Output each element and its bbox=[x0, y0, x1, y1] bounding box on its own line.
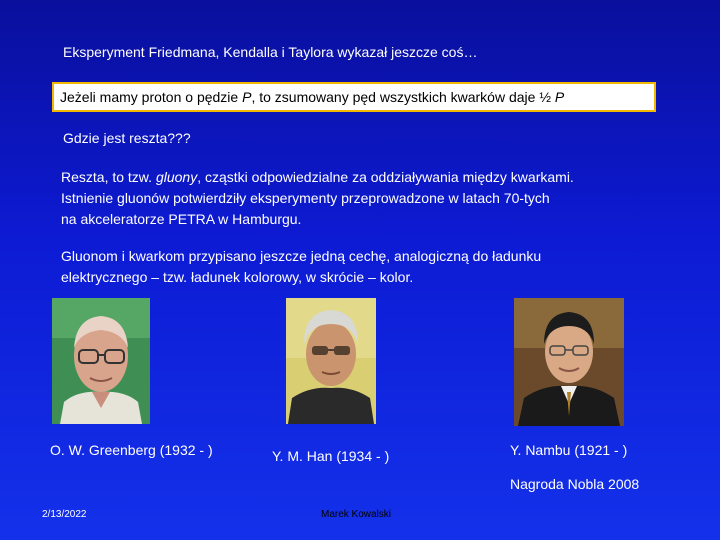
box-text-part1: Jeżeli mamy proton o pędzie bbox=[60, 89, 243, 105]
photo-nambu bbox=[514, 298, 624, 426]
box-text-P1: P bbox=[242, 89, 252, 105]
caption-greenberg: O. W. Greenberg (1932 - ) bbox=[50, 442, 213, 458]
para2-line1: Gluonom i kwarkom przypisano jeszcze jedną cechę, analogiczną do ładunku bbox=[61, 248, 542, 264]
footer-date: 2/13/2022 bbox=[42, 509, 87, 520]
caption-nambu: Y. Nambu (1921 - ) bbox=[510, 442, 628, 458]
question-text: Gdzie jest reszta??? bbox=[63, 130, 191, 146]
para1-line1 bbox=[61, 167, 574, 188]
caption-nobel: Nagroda Nobla 2008 bbox=[510, 476, 640, 492]
portrait-greenberg-image bbox=[52, 298, 150, 424]
paragraph-gluons bbox=[61, 167, 574, 230]
para1-line3: na akceleratorze PETRA w Hamburgu. bbox=[61, 211, 302, 227]
portrait-han-image bbox=[286, 298, 376, 424]
slide-title: Eksperyment Friedmana, Kendalla i Taylora wykazał jeszcze coś… bbox=[63, 44, 478, 60]
para1-line1-a: Reszta, to tzw. bbox=[61, 169, 156, 185]
footer-author: Marek Kowalski bbox=[321, 509, 392, 520]
para1-line1-gluony: gluony bbox=[155, 169, 198, 185]
para2-line2: elektrycznego – tzw. ładunek kolorowy, w skrócie – kolor. bbox=[61, 269, 414, 285]
box-text-part3: , to zsumowany pęd wszystkich kwarków daje ½ bbox=[251, 89, 555, 105]
para1-line1-c: , cząstki odpowiedzialne za oddziaływania między kwarkami. bbox=[197, 169, 574, 185]
box-text-P2: P bbox=[554, 89, 565, 105]
paragraph-color-charge bbox=[61, 246, 541, 288]
photo-greenberg bbox=[52, 298, 150, 424]
highlight-box-text bbox=[60, 88, 564, 106]
photo-han bbox=[286, 298, 376, 424]
caption-han: Y. M. Han (1934 - ) bbox=[272, 448, 390, 464]
portrait-nambu-image bbox=[514, 298, 624, 426]
para1-line2: Istnienie gluonów potwierdziły eksperymenty przeprowadzone w latach 70-tych bbox=[61, 190, 550, 206]
